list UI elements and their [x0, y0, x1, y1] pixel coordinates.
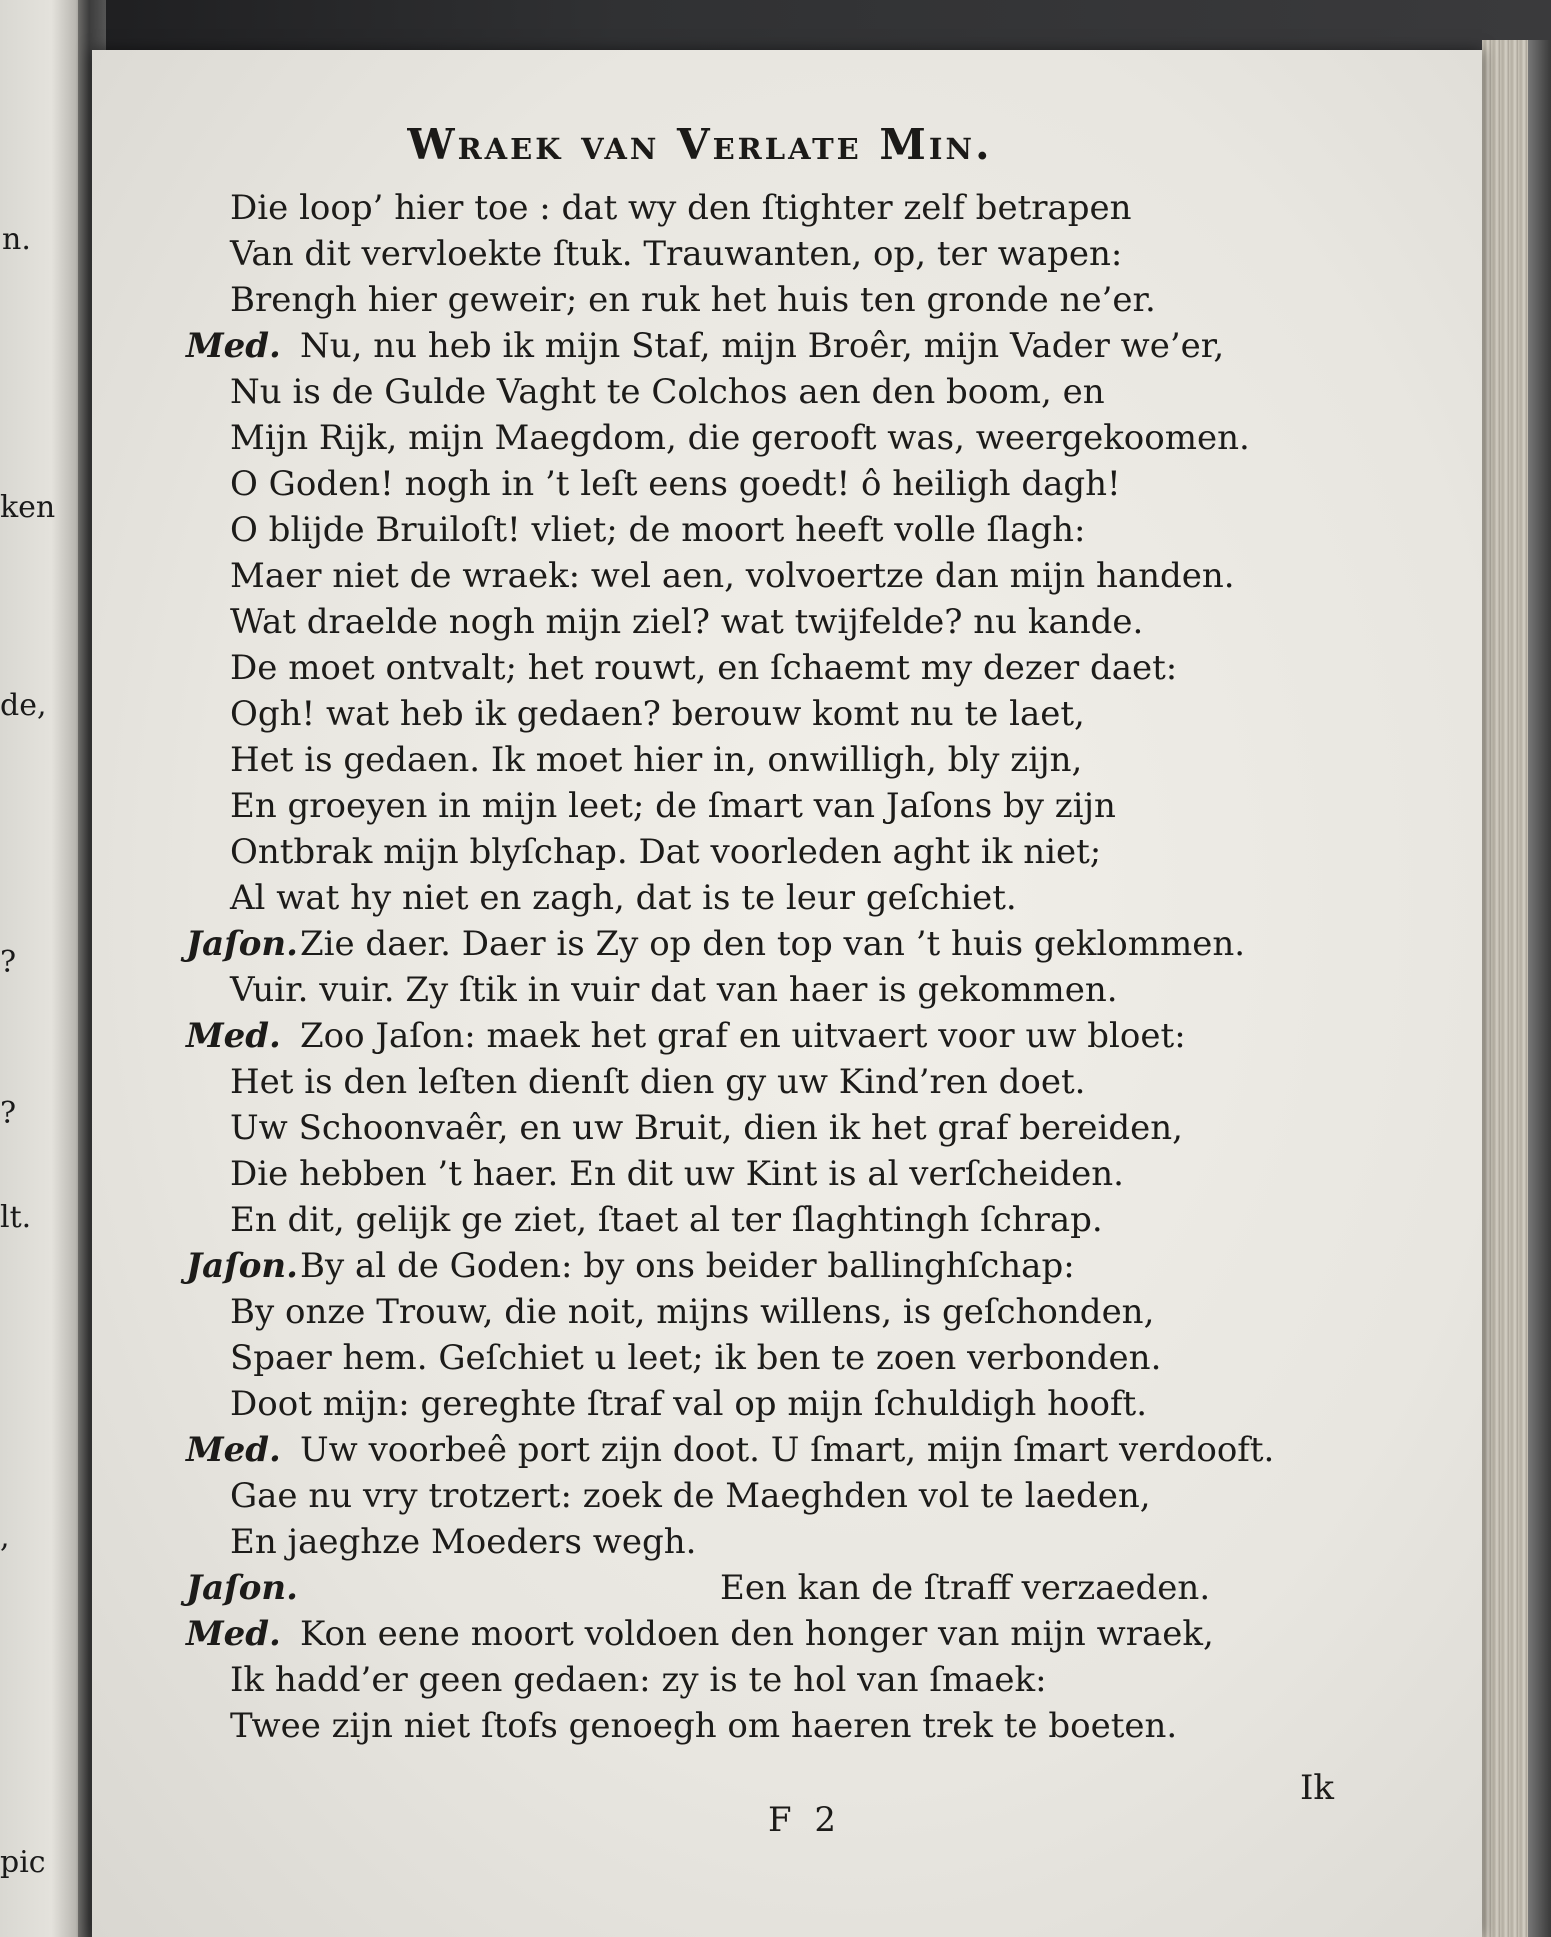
verse-line: [0, 1430, 1400, 1476]
running-head: Wraek van Verlate Min.: [407, 120, 993, 169]
facing-page-fragment: pic: [0, 1845, 46, 1880]
verse-text: Nu is de Gulde Vaght te Colchos aen den boom, en: [230, 372, 1105, 412]
verse-text: Die loop’ hier toe : dat wy den ſtighter zelf betrapen: [230, 188, 1132, 228]
verse-line: [0, 694, 1400, 740]
verse-line: [0, 188, 1400, 234]
verse-line: [0, 1660, 1400, 1706]
verse-line: [0, 1476, 1400, 1522]
catchword: Ik: [1300, 1768, 1335, 1808]
verse-line: [0, 1522, 1400, 1568]
verse-text: Maer niet de wraek: wel aen, volvoertze dan mijn handen.: [230, 556, 1235, 596]
verse-text: Twee zijn niet ſtofs genoegh om haeren trek te boeten.: [230, 1706, 1178, 1746]
speaker-name: Med.: [186, 1614, 281, 1654]
verse-text: O blijde Bruiloſt! vliet; de moort heeft volle ſlagh:: [230, 510, 1086, 550]
verse-text: Ik hadd’er geen gedaen: zy is te hol van ſmaek:: [230, 1660, 1047, 1700]
facing-page-fragment: ken: [0, 490, 56, 525]
facing-page-fragment: lt.: [0, 1200, 32, 1235]
verse-text: Wat draelde nogh mijn ziel? wat twijfelde? nu kande.: [230, 602, 1144, 642]
book-cover-edge: [1528, 40, 1551, 1937]
facing-page-fragment: n.: [2, 222, 31, 257]
signature-mark: F 2: [768, 1800, 843, 1840]
speaker-name: Jaſon.: [186, 1246, 298, 1286]
verse-text: Het is den leſten dienſt dien gy uw Kind’ren doet.: [230, 1062, 1086, 1102]
speaker-name: Med.: [186, 1016, 281, 1056]
speaker-name: Med.: [186, 326, 281, 366]
verse-text: Ontbrak mijn blyſchap. Dat voorleden aght ik niet;: [230, 832, 1102, 872]
verse-text: De moet ontvalt; het rouwt, en ſchaemt my dezer daet:: [230, 648, 1178, 688]
verse-text: By onze Trouw, die noit, mijns willens, is geſchonden,: [230, 1292, 1155, 1332]
verse-text: Van dit vervloekte ſtuk. Trauwanten, op, ter wapen:: [230, 234, 1123, 274]
verse-line: [0, 1246, 1400, 1292]
verse-text: En jaeghze Moeders wegh.: [230, 1522, 697, 1562]
verse-line: [0, 280, 1400, 326]
verse-line: [0, 1614, 1400, 1660]
verse-line: [0, 1200, 1400, 1246]
verse-line: [0, 1154, 1400, 1200]
verse-line: [0, 924, 1400, 970]
verse-line: [0, 556, 1400, 602]
verse-line: [0, 1016, 1400, 1062]
verse-line: [0, 234, 1400, 280]
verse-text: Nu, nu heb ik mijn Staf, mijn Broêr, mijn Vader we’er,: [300, 326, 1225, 366]
speaker-name: Jaſon.: [186, 1568, 298, 1608]
verse-text: En dit, gelijk ge ziet, ſtaet al ter ſlaghtingh ſchrap.: [230, 1200, 1103, 1240]
verse-line: [0, 510, 1400, 556]
verse-text: Mijn Rijk, mijn Maegdom, die gerooft was, weergekoomen.: [230, 418, 1250, 458]
verse-line: [0, 1568, 1400, 1614]
facing-page-fragment: ?: [0, 1096, 17, 1131]
verse-text: Brengh hier geweir; en ruk het huis ten gronde ne’er.: [230, 280, 1156, 320]
verse-text: Uw voorbeê port zijn doot. U ſmart, mijn ſmart verdooft.: [300, 1430, 1275, 1470]
verse-text: Al wat hy niet en zagh, dat is te leur geſchiet.: [230, 878, 1017, 918]
verse-line: [0, 1292, 1400, 1338]
verse-line: [0, 464, 1400, 510]
verse-line: [0, 1384, 1400, 1430]
verse-line: [0, 648, 1400, 694]
verse-text: By al de Goden: by ons beider ballinghſchap:: [300, 1246, 1075, 1286]
verse-line: [0, 970, 1400, 1016]
verse-text: En groeyen in mijn leet; de ſmart van Jaſons by zijn: [230, 786, 1116, 826]
verse-line: [0, 832, 1400, 878]
verse-text: O Goden! nogh in ’t leſt eens goedt! ô heiligh dagh!: [230, 464, 1121, 504]
verse-text: Een kan de ſtraff verzaeden.: [720, 1568, 1211, 1608]
verse-line: [0, 602, 1400, 648]
verse-text: Het is gedaen. Ik moet hier in, onwilligh, bly zijn,: [230, 740, 1083, 780]
verse-line: [0, 786, 1400, 832]
facing-page-fragment: de,: [0, 688, 47, 723]
verse-text: Doot mijn: gereghte ſtraf val op mijn ſchuldigh hooft.: [230, 1384, 1148, 1424]
verse-line: [0, 878, 1400, 924]
facing-page-fragment: ?: [0, 945, 17, 980]
verse-text: Gae nu vry trotzert: zoek de Maeghden vol te laeden,: [230, 1476, 1151, 1516]
speaker-name: Med.: [186, 1430, 281, 1470]
verse-line: [0, 372, 1400, 418]
verse-line: [0, 1062, 1400, 1108]
verse-line: [0, 418, 1400, 464]
verse-text: Vuir. vuir. Zy ſtik in vuir dat van haer is gekommen.: [230, 970, 1118, 1010]
verse-line: [0, 1338, 1400, 1384]
verse-text: Die hebben ’t haer. En dit uw Kint is al verſcheiden.: [230, 1154, 1124, 1194]
verse-text: Spaer hem. Geſchiet u leet; ik ben te zoen verbonden.: [230, 1338, 1162, 1378]
verse-text: Uw Schoonvaêr, en uw Bruit, dien ik het graf bereiden,: [230, 1108, 1183, 1148]
verse-line: [0, 326, 1400, 372]
verse-text: Kon eene moort voldoen den honger van mijn wraek,: [300, 1614, 1214, 1654]
speaker-name: Jaſon.: [186, 924, 298, 964]
verse-line: [0, 740, 1400, 786]
verse-text: Zoo Jaſon: maek het graf en uitvaert voor uw bloet:: [300, 1016, 1186, 1056]
verse-line: [0, 1706, 1400, 1752]
facing-page-fragment: ,: [0, 1520, 10, 1555]
verse-text: Ogh! wat heb ik gedaen? berouw komt nu te laet,: [230, 694, 1085, 734]
verse-line: [0, 1108, 1400, 1154]
verse-text: Zie daer. Daer is Zy op den top van ’t huis geklommen.: [300, 924, 1246, 964]
